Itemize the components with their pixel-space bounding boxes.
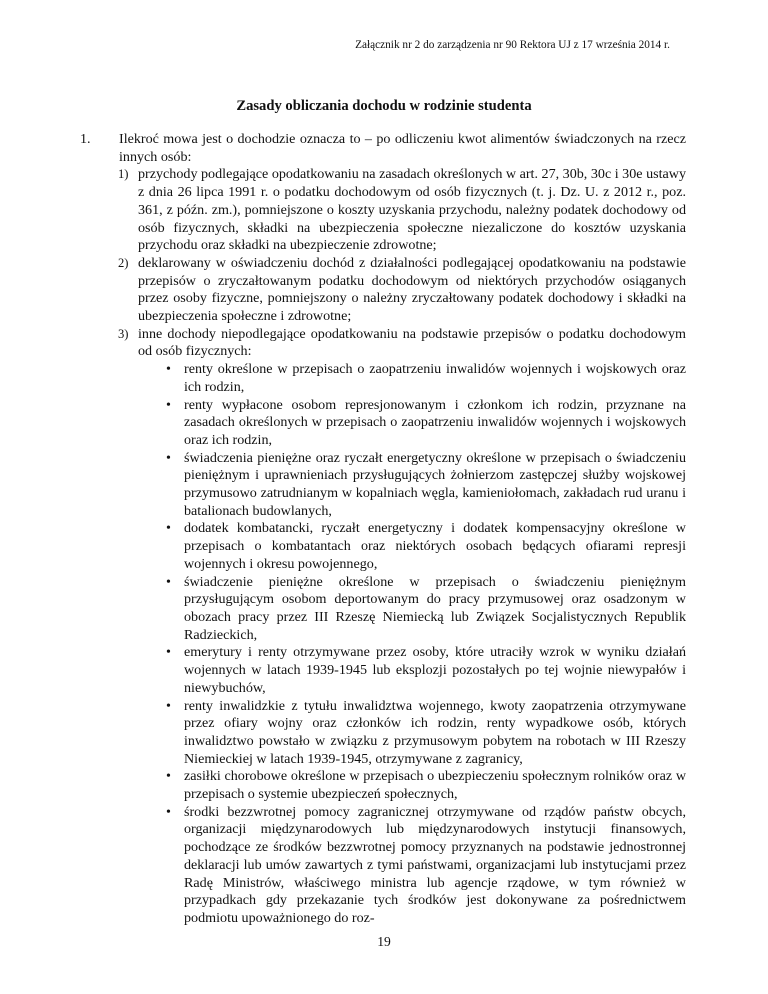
bullet-icon: • [166,697,171,714]
sub-item [80,326,686,361]
sub-item-number: 2) [118,255,129,270]
bullet-item [80,397,686,450]
page-number: 19 [377,934,391,949]
sub-item-number: 1) [118,167,129,182]
bullet-text: emerytury i renty otrzymywane przez osoby, które utraciły wzrok w wyniku działań wojennych w latach 1939-1945 lub eksplozji pozostałych po tej wojnie niewypałów i niewybuchów, [184,644,686,696]
numbered-item [80,131,686,166]
bullet-text: świadczenie pieniężne określone w przepisach o świadczeniu pieniężnym przysługującym osobom deportowanym do pracy przymusowej oraz osadzonym w obozach pracy przez III Rzeszę Niemiecką lub Związek Socjalistycznych Republik Radzieckich, [184,573,686,643]
item-text: Ilekroć mowa jest o dochodzie oznacza to – po odliczeniu kwot alimentów świadczonych na rzecz innych osób: [119,131,686,165]
bullet-icon: • [166,803,171,820]
bullet-item [80,574,686,645]
bullet-text: renty inwalidzkie z tytułu inwalidztwa wojennego, kwoty zaopatrzenia otrzymywane przez ofiary wojny oraz członków ich rodzin, renty wypadkowe osób, których inwalidztwo powstało w związku z przymusowym pobytem na robotach w III Rzeszy Niemieckiej w latach 1939-1945, otrzymywane z zagranicy, [184,697,686,767]
bullet-text: dodatek kombatancki, ryczałt energetyczny i dodatek kompensacyjny określone w przepisach o kombatantach oraz niektórych osobach będących ofiarami represji wojennych i okresu powojennego, [184,520,686,572]
sub-item [80,166,686,255]
sub-item-number: 3) [118,326,129,341]
bullet-text: renty określone w przepisach o zaopatrzeniu inwalidów wojennych i wojskowych oraz ich rodzin, [184,361,686,395]
bullet-item [80,450,686,521]
bullet-item [80,520,686,573]
sub-item-text: inne dochody niepodlegające opodatkowaniu na podstawie przepisów o podatku dochodowym od osób fizycznych: [138,325,686,360]
bullet-text: zasiłki chorobowe określone w przepisach o ubezpieczeniu społecznym rolników oraz w przepisach o systemie ubezpieczeń społecznych, [184,768,686,803]
bullet-list [80,361,686,928]
bullet-item [80,698,686,769]
bullet-text: świadczenia pieniężne oraz ryczałt energetyczny określone w przepisach o świadczeniu pieniężnym i uprawnieniach przysługujących żołnierzom zastępczej służby wojskowej przymusowo zatrudnianym w kopalniach węgla, kamieniołomach, zakładach rud uranu i batalionach budowlanych, [184,449,686,519]
item-number: 1. [80,131,91,147]
bullet-text: renty wypłacone osobom represjonowanym i członkom ich rodzin, przyznane na zasadach określonych w przepisach o zaopatrzeniu inwalidów wojennych i wojskowych oraz ich rodzin, [184,396,686,448]
sub-item-text: deklarowany w oświadczeniu dochód z działalności podlegającej opodatkowaniu na podstawie przepisów o zryczałtowanym podatku dochodowym od niektórych przychodów osiąganych przez osoby fizyczne, pomniejszony o należny zryczałtowany podatek dochodowy i składki na ubezpieczenia społeczne i zdrowotne; [138,254,686,325]
bullet-item [80,768,686,803]
page-header: Załącznik nr 2 do zarządzenia nr 90 Rektora UJ z 17 września 2014 r. [355,39,670,51]
bullet-icon: • [166,449,171,466]
bullet-icon: • [166,520,171,537]
bullet-item [80,361,686,396]
bullet-item [80,644,686,697]
document-body [80,131,686,928]
bullet-icon: • [166,768,171,785]
bullet-icon: • [166,361,171,378]
bullet-text: środki bezzwrotnej pomocy zagranicznej otrzymywane od rządów państw obcych, organizacji międzynarodowych lub międzynarodowych instytucji finansowych, pochodzące ze środków bezzwrotnej pomocy przyznanych na podstawie jednostronnej deklaracji lub umów zawartych z tymi państwami, organizacjami lub instytucjami przez Radę Ministrów, właściwego ministra lub agencje rządowe, w tym również w przypadkach gdy przekazanie tych środków jest dokonywane za pośrednictwem podmiotu upoważnionego do roz- [184,803,686,926]
sub-item [80,255,686,326]
bullet-icon: • [166,573,171,590]
bullet-icon: • [166,396,171,413]
document-title: Zasady obliczania dochodu w rodzinie studenta [236,98,532,114]
bullet-icon: • [166,644,171,661]
bullet-item [80,804,686,928]
sub-item-text: przychody podlegające opodatkowaniu na zasadach określonych w art. 27, 30b, 30c i 30e ustawy z dnia 26 lipca 1991 r. o podatku dochodowym od osób fizycznych (t. j. Dz. U. z 2012 r., poz. 361, z późn. zm.), pomniejszone o koszty uzyskania przychodu, należny podatek dochodowy od osób fizycznych, składki na ubezpieczenia społeczne niezaliczone do kosztów uzyskania przychodu oraz składki na ubezpieczenie zdrowotne; [138,166,686,254]
